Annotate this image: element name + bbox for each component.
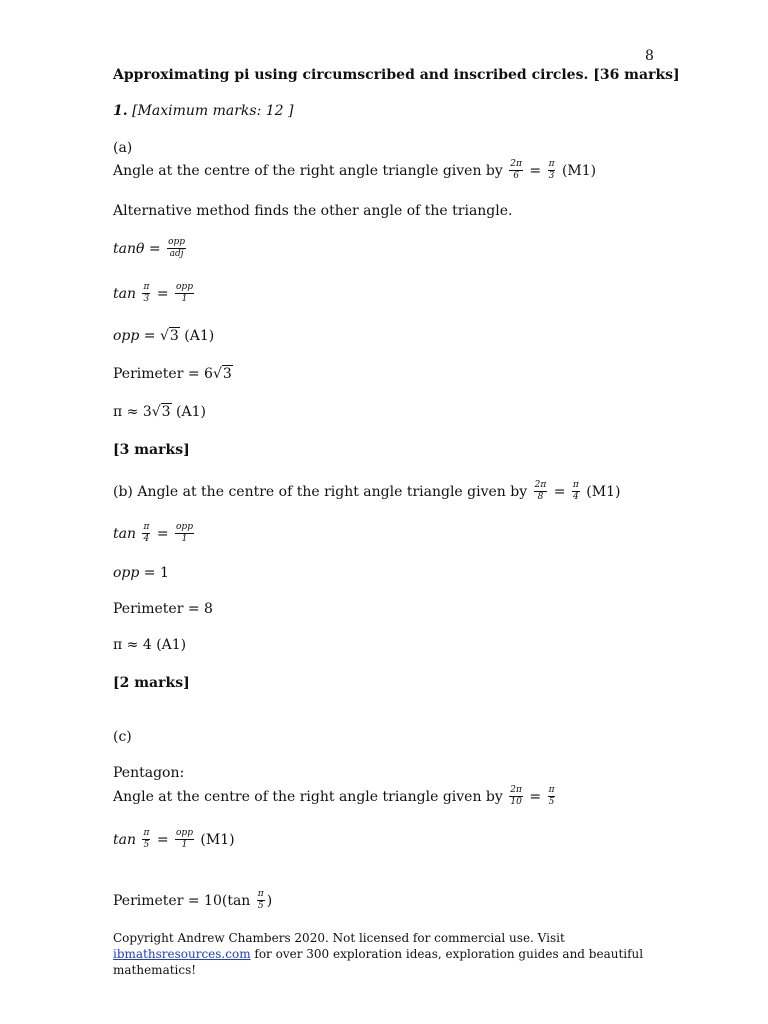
fraction: $\frac{\pi}{5}$ — [548, 785, 555, 808]
fraction: $\frac{\text{opp}}{\text{adj}}$ — [168, 237, 186, 260]
fraction: $\frac{\pi}{5}$ — [257, 889, 264, 912]
part-b-angle-line: (b) Angle at the centre of the right angle triangle given by $\frac{2\pi}{8}$ = $\frac{\pi}{4}$ (M1) — [113, 480, 621, 503]
tan-equation-c: tan $\frac{\pi}{5}$ = $\frac{\text{opp}}{1}$ (M1) — [113, 828, 235, 851]
angle-text: Angle at the centre of the right angle triangle given by — [113, 162, 503, 179]
part-a-total: [3 marks] — [113, 442, 190, 458]
opp-equation-b: opp = 1 — [113, 565, 169, 581]
alternative-method: Alternative method finds the other angle of the triangle. — [113, 203, 513, 219]
angle-text: Angle at the centre of the right angle triangle given by — [113, 788, 503, 805]
fraction: $\frac{2\pi}{8}$ — [534, 480, 547, 503]
fraction: $\frac{2\pi}{10}$ — [510, 785, 522, 808]
pi-approx-a: π ≈ 3√3 (A1) — [113, 404, 206, 420]
angle-text: (b) Angle at the centre of the right angle triangle given by — [113, 483, 528, 500]
fraction: $\frac{\text{opp}}{1}$ — [176, 522, 193, 545]
fraction: $\frac{\pi}{4}$ — [572, 480, 579, 503]
question-number: 1. — [113, 103, 128, 119]
part-b-total: [2 marks] — [113, 675, 190, 691]
footer-copyright: Copyright Andrew Chambers 2020. Not licensed for commercial use. Visit ibmathsresources.com for over 300 exploration ideas, exploration guides and beautiful mathematics! — [113, 931, 644, 977]
mark: (A1) — [184, 328, 215, 344]
fraction: $\frac{\text{opp}}{1}$ — [176, 282, 193, 305]
fraction: $\frac{\pi}{3}$ — [548, 159, 555, 182]
part-c-label: (c) — [113, 729, 132, 745]
tan-definition: tanθ = $\frac{\text{opp}}{\text{adj}}$ — [113, 237, 186, 260]
question-marks: [Maximum marks: 12 ] — [132, 103, 294, 119]
tan-equation-b: tan $\frac{\pi}{4}$ = $\frac{\text{opp}}{1}$ — [113, 522, 193, 545]
pi-approx-b: π ≈ 4 (A1) — [113, 637, 187, 653]
mark: (M1) — [561, 162, 597, 179]
perimeter-a: Perimeter = 6√3 — [113, 366, 232, 382]
pentagon-label: Pentagon: — [113, 765, 185, 781]
perimeter-b: Perimeter = 8 — [113, 601, 213, 617]
page-title: Approximating pi using circumscribed and inscribed circles. [36 marks] — [113, 67, 680, 83]
part-a-angle-line: Angle at the centre of the right angle triangle given by $\frac{2\pi}{6}$ = $\frac{\pi}{3}$ (M1) — [113, 159, 597, 182]
page-number: 8 — [645, 48, 654, 64]
question-header — [113, 104, 294, 118]
part-a-label: (a) — [113, 140, 133, 156]
fraction: $\frac{\pi}{4}$ — [143, 522, 150, 545]
mark: (A1) — [176, 404, 206, 420]
tan-equation-a: tan $\frac{\pi}{3}$ = $\frac{\text{opp}}{1}$ — [113, 282, 193, 305]
fraction: $\frac{\text{opp}}{1}$ — [176, 828, 193, 851]
fraction: $\frac{\pi}{3}$ — [143, 282, 150, 305]
opp-equation-a: opp = √3 (A1) — [113, 328, 215, 344]
fraction: $\frac{2\pi}{6}$ — [510, 159, 522, 182]
part-c-angle-line: Angle at the centre of the right angle triangle given by $\frac{2\pi}{10}$ = $\frac{\pi}{5}$ — [113, 785, 555, 808]
fraction: $\frac{\pi}{5}$ — [143, 828, 150, 851]
perimeter-c: Perimeter = 10(tan $\frac{\pi}{5}$ ) — [113, 889, 273, 912]
footer-link[interactable]: ibmathsresources.com — [113, 947, 251, 961]
mark: (M1) — [200, 831, 235, 848]
mark: (M1) — [586, 483, 621, 500]
